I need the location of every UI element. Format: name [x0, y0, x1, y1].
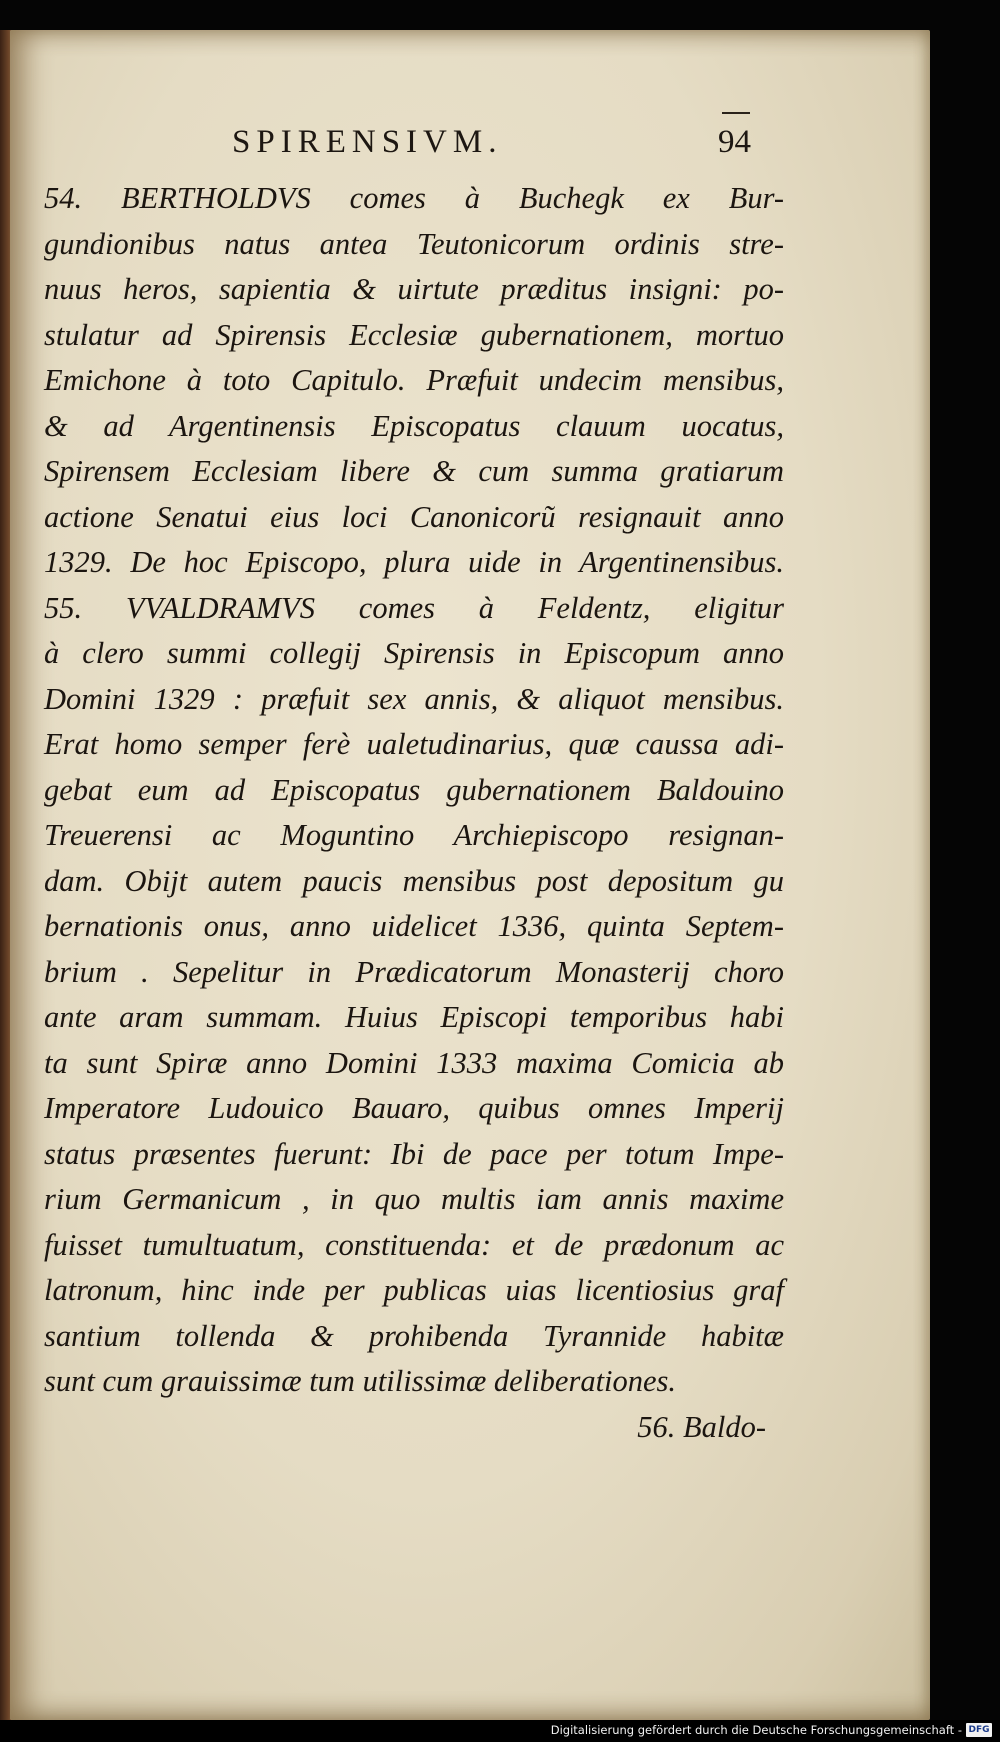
text-line: Domini 1329 : præfuit sex annis, & aliquot mensibus. [44, 681, 784, 716]
catchword: 56. Baldo- [637, 1409, 766, 1444]
text-line: 54. BERTHOLDVS comes à Buchegk ex Bur- [44, 181, 784, 215]
text-line: fuisset tumultuatum, constituenda: et de prædonum ac [44, 1227, 784, 1262]
text-line: rium Germanicum , in quo multis iam annis maxime [44, 1182, 784, 1216]
text-line: Emichone à toto Capitulo. Præfuit undecim mensibus, [44, 363, 784, 397]
text-line: sunt cum grauissimæ tum utilissimæ deliberationes. [44, 1364, 677, 1398]
text-line: santium tollenda & prohibenda Tyrannide habitæ [44, 1318, 784, 1353]
text-line: Erat homo semper ferè ualetudinarius, quæ caussa adi- [44, 727, 784, 761]
footer-bar [0, 1720, 1000, 1742]
text-line: ante aram summam. Huius Episcopi temporibus habi [44, 1000, 784, 1034]
text-line: actione Senatui eius loci Canonicorũ resignauit anno [44, 499, 784, 534]
page-number: 94 [718, 124, 751, 160]
text-line: Imperatore Ludouico Bauaro, quibus omnes Imperij [44, 1091, 784, 1125]
funding-credit: Digitalisierung gefördert durch die Deutsche Forschungsgemeinschaft - [550, 1723, 962, 1737]
text-line: dam. Obijt autem paucis mensibus post depositum gu [44, 863, 784, 898]
dfg-logo: DFG [966, 1723, 992, 1737]
text-line: 55. VVALDRAMVS comes à Feldentz, eligitur [44, 590, 784, 625]
page-header [0, 124, 930, 174]
page-number-mark [722, 112, 750, 114]
text-line: nuus heros, sapientia & uirtute præditus insigni: po- [44, 272, 784, 306]
text-line: à clero summi collegij Spirensis in Episcopum anno [44, 636, 784, 670]
text-line: & ad Argentinensis Episcopatus clauum uocatus, [44, 408, 784, 443]
text-line: 1329. De hoc Episcopo, plura uide in Argentinensibus. [44, 545, 784, 579]
text-line: gundionibus natus antea Teutonicorum ordinis stre- [44, 226, 784, 261]
text-line: bernationis onus, anno uidelicet 1336, quinta Septem- [44, 909, 784, 943]
text-line: Treuerensi ac Moguntino Archiepiscopo resignan- [44, 818, 784, 852]
text-line: status præsentes fuerunt: Ibi de pace per totum Impe- [44, 1136, 784, 1171]
running-title: SPIRENSIVM. [232, 124, 503, 160]
text-line: latronum, hinc inde per publicas uias licentiosius graf [44, 1273, 784, 1307]
body-text [44, 176, 784, 1450]
text-line: Spirensem Ecclesiam libere & cum summa gratiarum [44, 454, 784, 488]
text-line: ta sunt Spiræ anno Domini 1333 maxima Comicia ab [44, 1045, 784, 1080]
text-line: stulatur ad Spirensis Ecclesiæ gubernationem, mortuo [44, 317, 784, 352]
text-line: gebat eum ad Episcopatus gubernationem Baldouino [44, 772, 784, 807]
text-line: brium . Sepelitur in Prædicatorum Monasterij choro [44, 954, 784, 989]
